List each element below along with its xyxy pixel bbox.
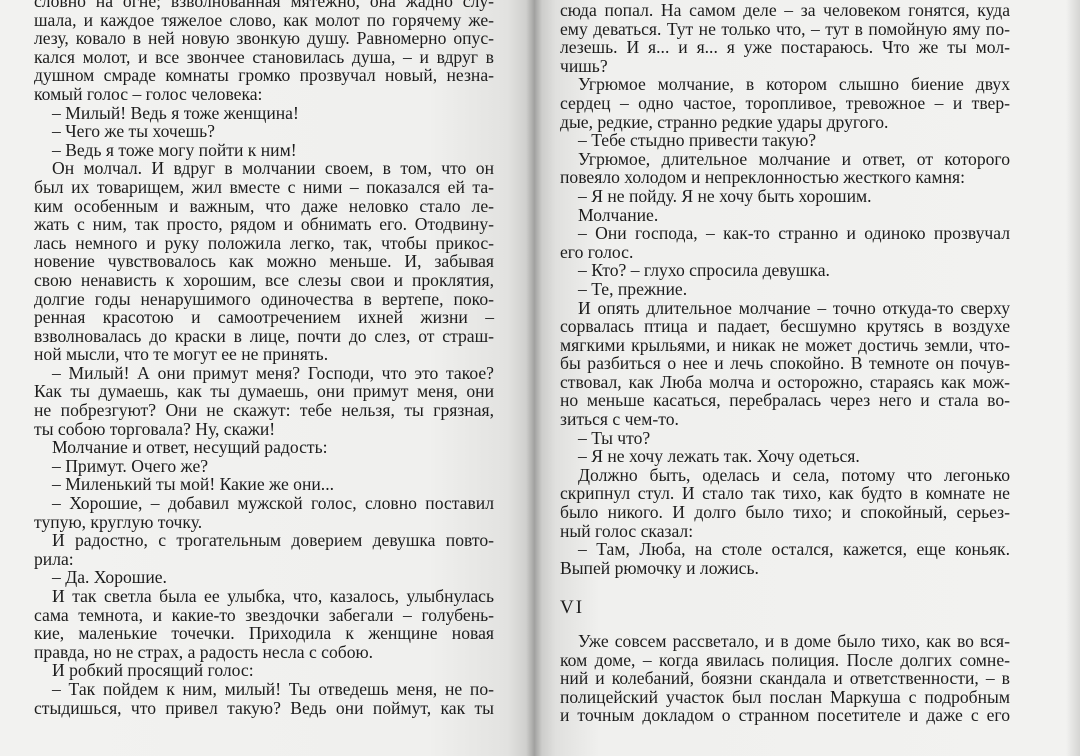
text-line: повеяло холодом и непреклонностью жесткого камня: (560, 167, 966, 188)
text-line: – Хорошие, – добавил мужской голос, словно поставил (52, 493, 494, 514)
text-line: – Те, прежние. (578, 278, 688, 299)
text-line: – Чего же ты хочешь? (52, 121, 215, 142)
text-line: был их товарищем, жил вместе с ними – показался ей та- (34, 176, 494, 197)
right-page-text-after-section (560, 632, 1010, 725)
text-line: ный голос сказал: (560, 520, 694, 541)
text-line: Угрюмое молчание, в котором слышно биение двух (578, 74, 1010, 95)
text-line: новение чувствовалось как можно меньше. И, забывая (34, 251, 494, 272)
text-line: ким особенным и важным, что даже неловко стало ле- (34, 195, 494, 216)
text-line: Должно быть, оделась и села, потому что легонько (578, 464, 1010, 485)
text-line: И робкий просящий голос: (52, 660, 254, 681)
text-line: Уже совсем рассветало, и в доме было тихо, как во вся- (578, 631, 1010, 651)
left-page-text (34, 0, 494, 717)
text-line: кался молот, и все звончее становилась душа, – и вдруг в (34, 46, 494, 67)
text-line: Он молчал. И вдруг в молчании своем, в том, что он (52, 158, 494, 179)
text-line: тупую, круглую точку. (34, 511, 203, 532)
text-line: Молчание. (578, 204, 659, 225)
text-line: – Тебе стыдно привести такую? (578, 130, 817, 151)
text-line: – Так пойдем к ним, милый! Ты отведешь меня, не по- (52, 678, 494, 699)
text-line: ему деваться. Тут не только что, – тут в помойную яму по- (560, 18, 1010, 39)
text-line: зиться с чем-то. (560, 409, 679, 430)
text-line: – Я не пойду. Я не хочу быть хорошим. (578, 185, 872, 206)
text-line: – Миленький ты мой! Какие же они... (52, 474, 335, 495)
text-line: стыдишься, что привел такую? Ведь они поймут, как ты (34, 697, 494, 718)
right-page-text-before-section (560, 1, 1010, 577)
text-line: его голос. (560, 241, 634, 262)
text-line: ной мысли, что те могут ее не принять. (34, 344, 329, 365)
right-page-text (560, 1, 1010, 725)
page-edge-shadow (1066, 0, 1080, 756)
text-line: кие, маленькие точечки. Приходила к женщине новая (34, 623, 494, 644)
text-line: взволновалась до краски в лице, почти до слез, от страш- (34, 325, 494, 346)
text-line: чишь? (560, 55, 608, 76)
text-line: Угрюмое, длительное молчание и ответ, от которого (578, 148, 1010, 169)
text-line: рила: (34, 548, 74, 569)
right-page (534, 0, 1080, 756)
text-line: сама темнота, и какие-то звездочки забегали – голубень- (34, 604, 494, 625)
text-line: – Они господа, – как-то странно и одиноко прозвучал (578, 223, 1010, 244)
text-line: лась немного и руку положила легко, так, чтобы прикос- (34, 232, 494, 253)
text-line: Выпей рюмочку и ложись. (560, 557, 759, 578)
text-line: ренная красотою и самоотречением ихней жизни – (34, 307, 494, 328)
text-line: мягкими крыльями, и никак не может достичь земли, что- (560, 334, 1010, 355)
text-line: ний и колебаний, боязни скандала и ответственности, – в (560, 668, 1010, 689)
text-line: жать с ним, так просто, рядом и обнимать его. Отодвину- (34, 214, 494, 235)
text-line: – Милый! Ведь я тоже женщина! (52, 102, 299, 123)
text-line: сердец – одно частое, торопливое, тревожное – и твер- (560, 92, 1010, 113)
text-line: – Да. Хорошие. (52, 567, 167, 588)
text-line: Как ты думаешь, как ты думаешь, они примут меня, они (34, 381, 494, 402)
text-line: И радостно, с трогательным доверием девушка повто- (52, 530, 494, 551)
text-line: комый голос – голос человека: (34, 83, 263, 104)
section-heading: VI (560, 597, 585, 619)
text-line: ты собою торговала? Ну, скажи! (34, 418, 276, 439)
text-line: – Там, Люба, на столе остался, кажется, еще коньяк. (578, 539, 1010, 560)
text-line: лезешь. И я... и я... я уже постараюсь. Что же ты мол- (560, 37, 1010, 58)
text-line: шала, и каждое тяжелое слово, как молот по горячему же- (34, 9, 494, 30)
text-line: – Ты что? (578, 427, 651, 448)
text-line: ком доме, – когда явилась полиция. После долгих сомне- (560, 649, 1010, 670)
text-line: скрипнул стул. И стало так тихо, как будто в комнате не (560, 483, 1010, 504)
text-line: душном смраде комнаты громко прозвучал новый, незна- (34, 65, 494, 86)
text-line: бы разбиться о нее и лечь спокойно. В темноте он почув- (560, 353, 1010, 374)
text-line: сорвалась птица и падает, бесшумно крутясь в воздухе (560, 316, 1010, 337)
text-line: – Милый! А они примут меня? Господи, что это такое? (52, 362, 494, 383)
text-line: не побрезгуют? Они не скажут: тебе нельзя, ты грязная, (34, 400, 494, 421)
text-line: но меньше касаться, перебралась через него и стала во- (560, 390, 1010, 411)
text-line: И так светла была ее улыбка, что, казалось, улыбнулась (52, 586, 494, 606)
text-line: сюда попал. На самом деле – за человеком гонятся, куда (560, 0, 1010, 20)
text-line: полицейский участок был послан Маркуша с подробным (560, 686, 1010, 707)
book-gutter-shadow (526, 0, 542, 756)
text-line: долгие годы ненарушимого одиночества в вертепе, поко- (34, 288, 494, 309)
text-line: – Ведь я тоже могу пойти к ним! (52, 139, 297, 160)
text-line: – Я не хочу лежать так. Хочу одеться. (578, 446, 860, 467)
text-line: было никого. И долго было тихо; и спокойный, серьез- (560, 502, 1010, 523)
text-line: и точным докладом о странном посетителе и даже с его (560, 705, 1010, 726)
text-line: словно на огне; взволнованная мятежно, она жадно слу- (34, 0, 494, 11)
text-line: Молчание и ответ, несущий радость: (52, 437, 328, 458)
text-line: – Примут. Очего же? (52, 455, 209, 476)
text-line: дые, редкие, странно редкие удары другого. (560, 111, 889, 132)
text-line: свою ненависть к хорошим, все слезы свои и проклятия, (34, 269, 494, 290)
text-line: – Кто? – глухо спросила девушка. (578, 260, 830, 281)
text-line: лезу, ковало в ней новую звонкую душу. Равномерно опус- (34, 28, 494, 49)
left-page (0, 0, 534, 756)
text-line: И опять длительное молчание – точно откуда-то сверху (578, 297, 1010, 318)
text-line: ствовал, как Люба молча и осторожно, стараясь как мож- (560, 371, 1010, 392)
text-line: правда, но не страх, а радость несла с собою. (34, 641, 374, 662)
